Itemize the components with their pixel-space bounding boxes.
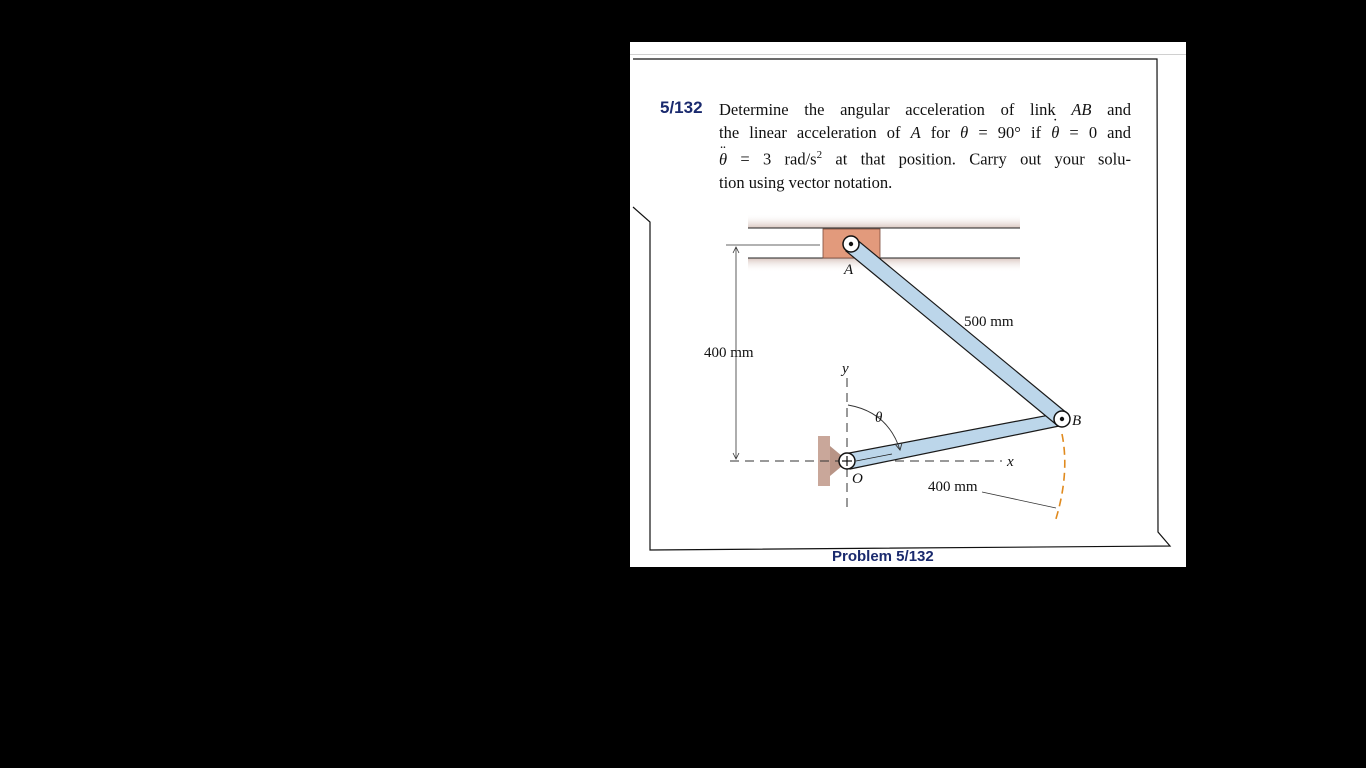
- statement-text: = 0 and: [1059, 123, 1132, 142]
- label-theta: θ: [875, 410, 883, 426]
- dimension-label-height: 400 mm: [704, 345, 754, 361]
- problem-number: 5/132: [660, 98, 703, 117]
- problem-sheet: [630, 42, 1186, 567]
- statement-var-A: A: [910, 123, 921, 142]
- label-B: B: [1072, 413, 1082, 429]
- label-O: O: [852, 471, 863, 487]
- statement-var-theta-ddot: θ ¨: [719, 150, 727, 169]
- statement-var-theta-dot: θ ˙: [1051, 123, 1059, 142]
- pin-O: [839, 453, 855, 469]
- pin-A: [843, 236, 859, 252]
- statement-text: = 3 rad/s: [727, 149, 817, 169]
- swing-arc: [1055, 434, 1065, 522]
- theta-angle-arc: [848, 405, 900, 450]
- upper-rail: [748, 214, 1020, 228]
- label-y: y: [842, 361, 849, 377]
- statement-text: for: [920, 123, 961, 142]
- statement-text: Determine the angular acceleration of link: [719, 100, 1072, 119]
- statement-var-theta: θ: [960, 123, 969, 142]
- figure-caption: Problem 5/132: [832, 548, 934, 565]
- dimension-label-AB: 500 mm: [964, 314, 1014, 330]
- statement-line-4: tion using vector notation.: [719, 172, 893, 192]
- label-A: A: [844, 262, 854, 278]
- radius-leader: [982, 492, 1056, 508]
- statement-text: = 90° if: [968, 123, 1052, 142]
- mechanism-diagram: [630, 42, 1186, 567]
- statement-text: and: [1091, 100, 1131, 119]
- label-x: x: [1007, 454, 1014, 470]
- statement-text: the linear acceleration of: [719, 123, 911, 142]
- dimension-label-OB: 400 mm: [928, 479, 978, 495]
- pin-B: [1054, 411, 1070, 427]
- statement-exponent: 2: [816, 149, 823, 161]
- statement-var-AB: AB: [1071, 100, 1092, 119]
- statement-text: at that position. Carry out your solu-: [822, 149, 1131, 169]
